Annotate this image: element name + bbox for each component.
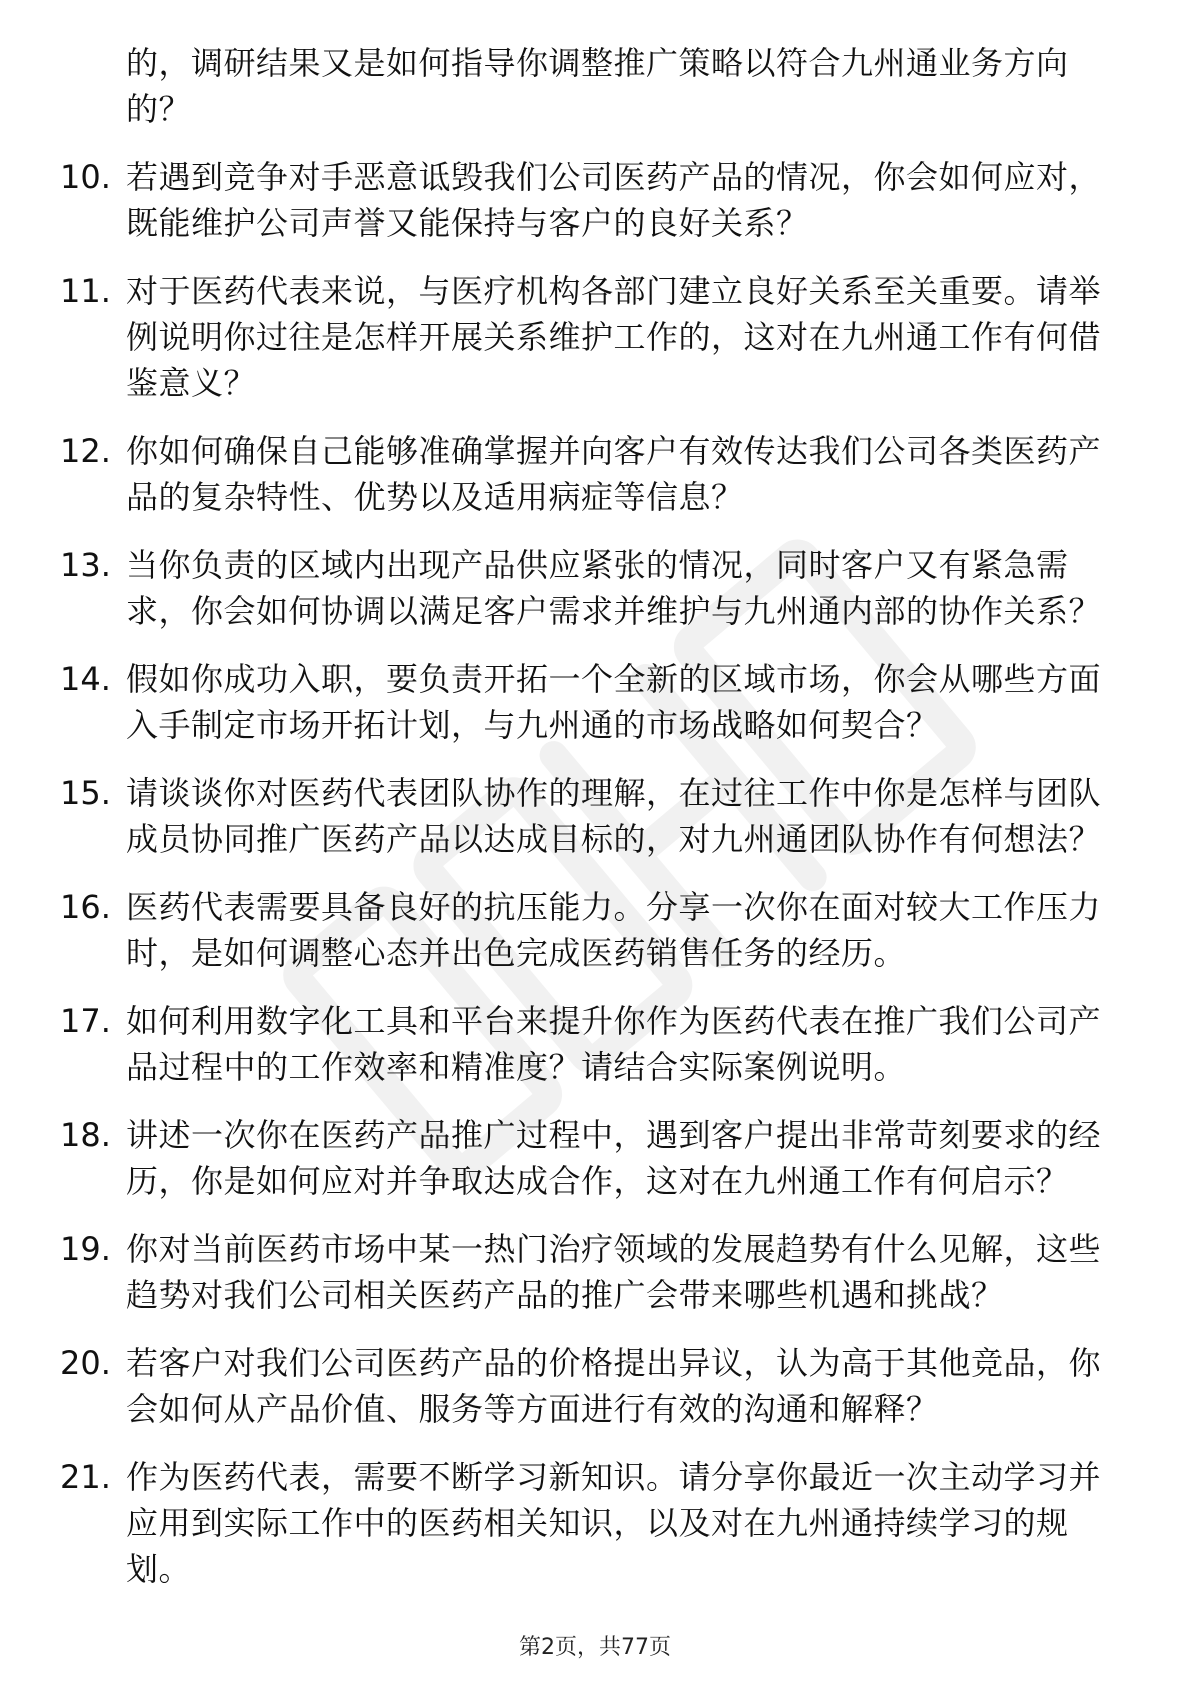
question-number: 15. (60, 774, 111, 812)
question-text: 如何利用数字化工具和平台来提升你作为医药代表在推广我们公司产品过程中的工作效率和精准度？请结合实际案例说明。 (126, 1002, 1102, 1086)
question-number: 18. (60, 1116, 111, 1154)
question-number: 10. (60, 158, 111, 196)
question-text: 作为医药代表，需要不断学习新知识。请分享你最近一次主动学习并应用到实际工作中的医药相关知识，以及对在九州通持续学习的规划。 (126, 1458, 1102, 1588)
list-item (60, 154, 1120, 246)
question-text: 讲述一次你在医药产品推广过程中，遇到客户提出非常苛刻要求的经历，你是如何应对并争取达成合作，这对在九州通工作有何启示？ (126, 1116, 1102, 1200)
question-list (60, 40, 1120, 1614)
question-text: 假如你成功入职，要负责开拓一个全新的区域市场，你会从哪些方面入手制定市场开拓计划，与九州通的市场战略如何契合？ (126, 660, 1102, 744)
question-number: 16. (60, 888, 111, 926)
list-item (60, 1112, 1120, 1204)
question-number: 19. (60, 1230, 111, 1268)
list-item (60, 1454, 1120, 1592)
list-item (60, 884, 1120, 976)
question-text: 的，调研结果又是如何指导你调整推广策略以符合九州通业务方向的？ (126, 44, 1069, 128)
question-text: 医药代表需要具备良好的抗压能力。分享一次你在面对较大工作压力时，是如何调整心态并出色完成医药销售任务的经历。 (126, 888, 1102, 972)
question-text: 当你负责的区域内出现产品供应紧张的情况，同时客户又有紧急需求，你会如何协调以满足客户需求并维护与九州通内部的协作关系？ (126, 546, 1102, 630)
question-number: 14. (60, 660, 111, 698)
question-text: 若客户对我们公司医药产品的价格提出异议，认为高于其他竞品，你会如何从产品价值、服务等方面进行有效的沟通和解释？ (126, 1344, 1102, 1428)
list-item (60, 1226, 1120, 1318)
list-item (60, 542, 1120, 634)
list-item (60, 268, 1120, 406)
list-item (60, 998, 1120, 1090)
question-text: 你如何确保自己能够准确掌握并向客户有效传达我们公司各类医药产品的复杂特性、优势以及适用病症等信息？ (126, 432, 1102, 516)
question-text: 若遇到竞争对手恶意诋毁我们公司医药产品的情况，你会如何应对，既能维护公司声誉又能保持与客户的良好关系？ (126, 158, 1102, 242)
question-number: 11. (60, 272, 111, 310)
question-text: 你对当前医药市场中某一热门治疗领域的发展趋势有什么见解，这些趋势对我们公司相关医药产品的推广会带来哪些机遇和挑战？ (126, 1230, 1102, 1314)
list-item (60, 1340, 1120, 1432)
list-item (60, 428, 1120, 520)
page-footer: 第2页，共77页 (519, 1635, 671, 1660)
question-number: 21. (60, 1458, 111, 1496)
question-number: 12. (60, 432, 111, 470)
question-number: 13. (60, 546, 111, 584)
list-item (60, 656, 1120, 748)
list-item (60, 770, 1120, 862)
question-number: 17. (60, 1002, 111, 1040)
question-number: 20. (60, 1344, 111, 1382)
question-text: 对于医药代表来说，与医疗机构各部门建立良好关系至关重要。请举例说明你过往是怎样开展关系维护工作的，这对在九州通工作有何借鉴意义？ (126, 272, 1102, 402)
list-item (60, 40, 1120, 132)
question-text: 请谈谈你对医药代表团队协作的理解，在过往工作中你是怎样与团队成员协同推广医药产品以达成目标的，对九州通团队协作有何想法？ (126, 774, 1102, 858)
